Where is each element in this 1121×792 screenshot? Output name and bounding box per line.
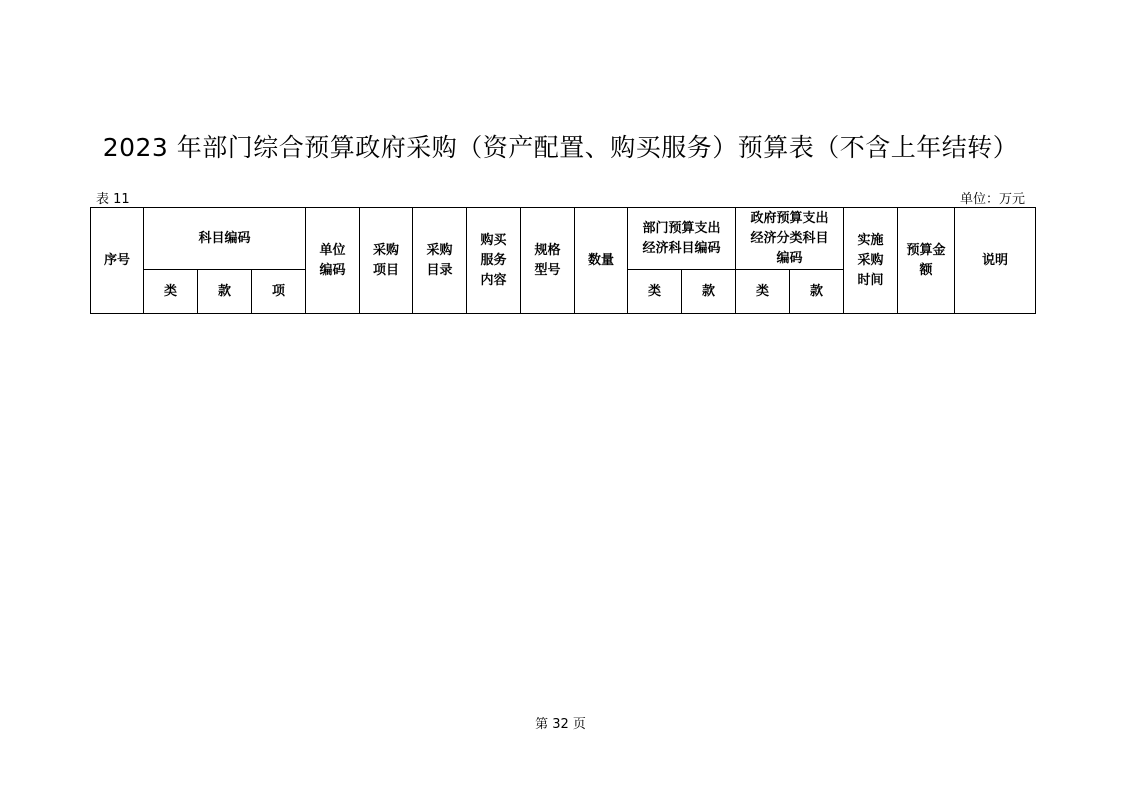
header-dept-lei: 类 (628, 270, 682, 314)
header-seq: 序号 (91, 208, 144, 314)
header-subject-lei: 类 (144, 270, 198, 314)
header-spec-model-text: 规格型号 (534, 242, 561, 278)
unit-label: 单位：万元 (959, 192, 1025, 207)
header-service-content-text: 购买服务内容 (480, 232, 507, 288)
header-budget-amount (898, 208, 955, 314)
header-dept-econ-code (628, 208, 736, 270)
header-gov-kuan: 款 (790, 270, 844, 314)
header-unit-code-text: 单位编码 (319, 242, 346, 278)
header-spec-model (521, 208, 575, 314)
header-gov-lei: 类 (736, 270, 790, 314)
header-impl-time (844, 208, 898, 314)
header-subject-code: 科目编码 (144, 208, 306, 270)
header-subject-kuan: 款 (198, 270, 252, 314)
page-title: 2023 年部门综合预算政府采购（资产配置、购买服务）预算表（不含上年结转） (102, 133, 1019, 162)
header-quantity: 数量 (575, 208, 628, 314)
header-budget-amount-text: 预算金额 (906, 242, 946, 278)
header-unit-code (306, 208, 360, 314)
header-gov-econ-code-text: 政府预算支出经济分类科目编码 (750, 210, 829, 266)
header-gov-econ-code (736, 208, 844, 270)
header-purchase-item-text: 采购项目 (373, 242, 400, 278)
header-purchase-item (360, 208, 413, 314)
page-number: 第 32 页 (535, 717, 586, 732)
header-service-content (467, 208, 521, 314)
budget-table (90, 207, 1036, 314)
header-impl-time-text: 实施采购时间 (857, 232, 884, 288)
header-remark: 说明 (955, 208, 1036, 314)
header-subject-xiang: 项 (252, 270, 306, 314)
table-number: 表 11 (96, 192, 130, 207)
header-dept-econ-code-text: 部门预算支出经济科目编码 (642, 220, 721, 256)
header-purchase-catalog (413, 208, 467, 314)
header-dept-kuan: 款 (682, 270, 736, 314)
header-purchase-catalog-text: 采购目录 (426, 242, 453, 278)
